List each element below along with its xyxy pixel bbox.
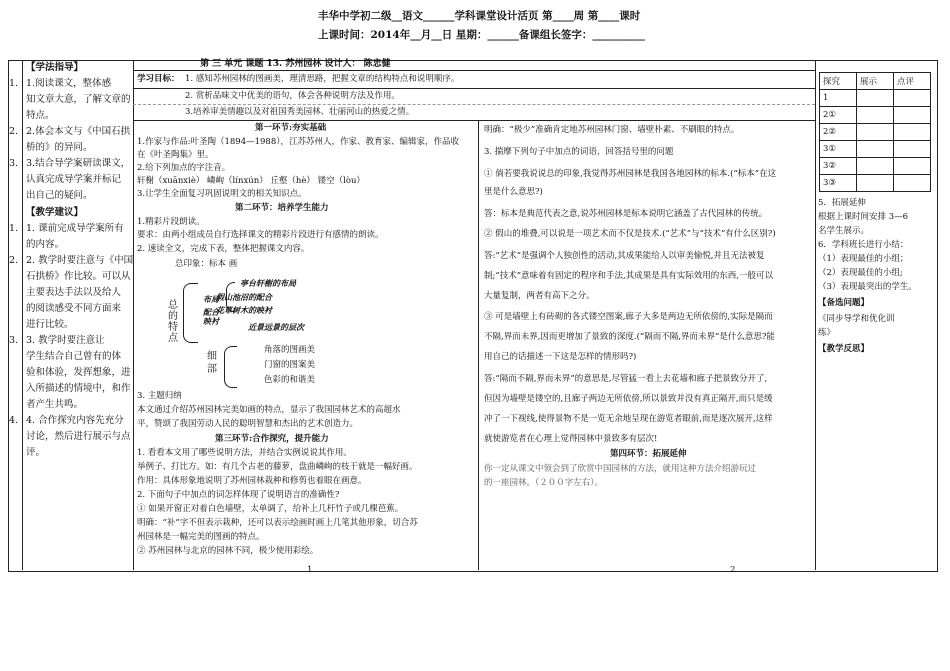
teaching-reflection-title: 【教学反思】: [818, 344, 870, 354]
detail-label: 细部: [207, 351, 217, 375]
sheet-title: 丰华中学初二级__语文______学科课堂设计活页 第____周 第____课时: [318, 10, 641, 22]
section-4-title: 第四环节：拓展延伸: [610, 449, 687, 459]
overall-features-label: 总的特点: [168, 300, 178, 344]
page-number-1: 1: [307, 565, 313, 575]
overall-brace: [183, 283, 198, 343]
section-2-title: 第二环节：培养学生能力: [235, 203, 329, 213]
section-3-title: 第三环节:合作探究，提升能力: [215, 434, 329, 444]
section-1-title: 第一环节:夯实基础: [255, 123, 327, 133]
feature-scenery: 近景远景的层次: [248, 322, 304, 332]
goal-2: 2. 赏析品味文中优美的语句，体会各种说明方法及作用。: [185, 91, 400, 101]
goals-label: 学习目标：: [137, 74, 180, 84]
goal-1: 1. 感知苏州园林的图画美，理清思路，把握文章的结构特点和说明顺序。: [185, 74, 460, 84]
feature-layout: 亭台轩榭的布局: [240, 278, 296, 288]
detail-brace: [224, 346, 237, 388]
presentation-table: 探究 展示 点评 1 2① 2② 3① 3② 3③: [819, 72, 931, 192]
study-guide-title: 【学法指导】: [26, 62, 84, 73]
teaching-suggestion-title: 【教学建议】: [26, 207, 84, 218]
lesson-time-line: 上课时间：2014年__月__日 星期：______备课组长签字：__________: [318, 29, 645, 41]
unit-lesson-line: 第 三 单元 课题 13. 苏州园林 设计人： 陈忠健: [200, 59, 391, 69]
feature-plants: 花草树木的映衬: [216, 305, 272, 315]
feature-rockery: 假山池沼的配合: [216, 292, 272, 302]
page-number-2: 2: [730, 565, 736, 575]
overall-impression: 总印象：标本 画: [175, 259, 238, 269]
goal-3: 3.培养审美情趣以及对祖国秀美园林、壮丽河山的热爱之情。: [185, 107, 415, 117]
optional-questions-title: 【备选问题】: [818, 298, 870, 308]
